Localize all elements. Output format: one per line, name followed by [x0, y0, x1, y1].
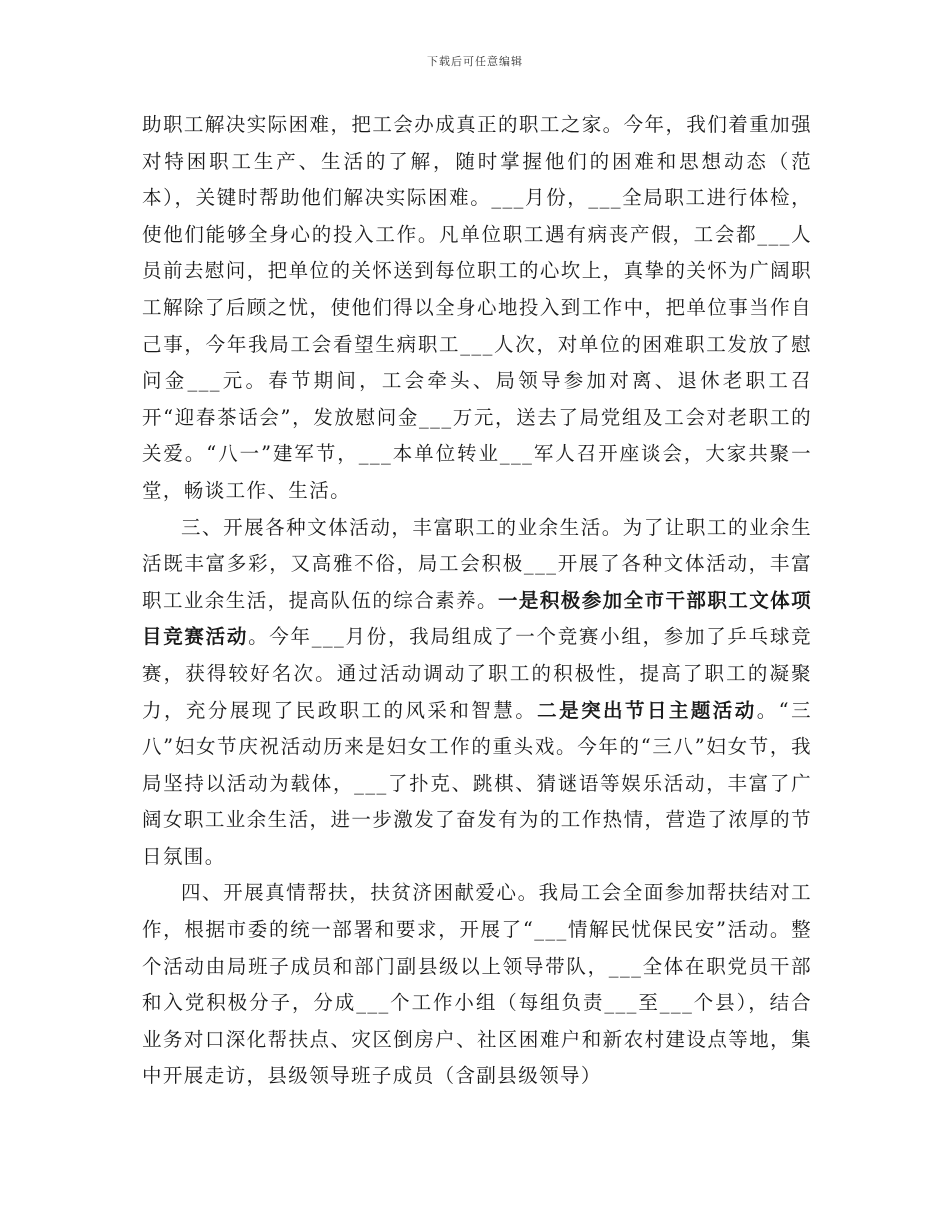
paragraph-2-text: 。“三八”妇女节庆祝活动历来是妇女工作的重头戏。今年的“三八”妇女节，我局坚持以活动为载体，___了扑克、跳棋、猜谜语等娱乐活动，丰富了广阔女职工业余生活，进一步激发了奋发有为的工作热情，营造了浓厚的节日氛围。: [142, 698, 812, 868]
paragraph-2: [142, 510, 812, 876]
paragraph-1-text: 助职工解决实际困难，把工会办成真正的职工之家。今年，我们着重加强对特困职工生产、生活的了解，随时掌握他们的困难和思想动态（范本），关键时帮助他们解决实际困难。___月份，___全局职工进行体检，使他们能够全身心的投入工作。凡单位职工遇有病丧产假，工会都___人员前去慰问，把单位的关怀送到每位职工的心坎上，真挚的关怀为广阔职工解除了后顾之忧，使他们得以全身心地投入到工作中，把单位事当作自己事，今年我局工会看望生病职工___人次，对单位的困难职工发放了慰问金___元。春节期间，工会牵头、局领导参加对离、退休老职工召开“迎春茶话会”，发放慰问金___万元，送去了局党组及工会对老职工的关爱。“八一”建军节，___本单位转业___军人召开座谈会，大家共聚一堂，畅谈工作、生活。: [142, 113, 812, 502]
document-body: [142, 107, 812, 1095]
paragraph-2-bold-heading-2: 二是突出节日主题活动: [537, 698, 757, 722]
paragraph-2-text: 三、开展各种文体活动，丰富职工的业余生活。为了让职工的业余生活既丰富多彩，又高雅不俗，局工会积极___开展了各种文体活动，丰富职工业余生活，提高队伍的综合素养。: [142, 515, 812, 612]
paragraph-3: [142, 875, 812, 1095]
header-note: 下载后可任意编辑: [427, 55, 523, 68]
paragraph-2-bold-heading-1: 一是积极参加全市干部职工文体项目竞赛活动: [142, 588, 812, 649]
paragraph-3-text: 四、开展真情帮扶，扶贫济困献爱心。我局工会全面参加帮扶结对工作，根据市委的统一部署和要求，开展了“___情解民忧保民安”活动。整个活动由局班子成员和部门副县级以上领导带队，___全体在职党员干部和入党积极分子，分成___个工作小组（每组负责___至___个县），结合业务对口深化帮扶点、灾区倒房户、社区困难户和新农村建设点等地，集中开展走访，县级领导班子成员（含副县级领导）: [142, 881, 812, 1088]
paragraph-2-text: 。今年___月份，我局组成了一个竞赛小组，参加了乒乓球竞赛，获得较好名次。通过活动调动了职工的积极性，提高了职工的凝聚力，充分展现了民政职工的风采和智慧。: [142, 625, 812, 722]
paragraph-1: [142, 107, 812, 510]
